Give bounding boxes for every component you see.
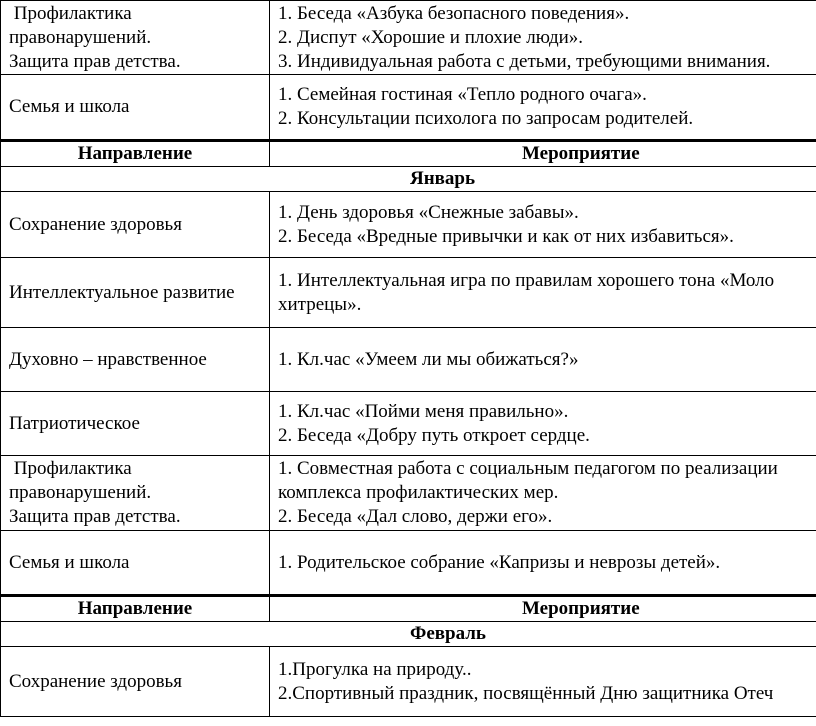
event-cell	[270, 1, 816, 75]
direction-text: Интеллектуальное развитие	[9, 281, 235, 303]
event-text: 1. Родительское собрание «Капризы и неврозы детей».	[278, 551, 721, 573]
table-row	[1, 328, 816, 392]
event-cell	[270, 456, 816, 531]
event-text: 1. Беседа «Азбука безопасного поведения».	[278, 2, 630, 24]
direction-text: Защита прав детства.	[9, 50, 181, 72]
month-row	[1, 167, 816, 192]
month-row	[1, 622, 816, 647]
event-text: 1. Совместная работа с социальным педагогом по реализации	[278, 458, 778, 479]
event-text: 2. Беседа «Добру путь откроет сердце.	[278, 424, 590, 446]
column-header-direction: Направление	[1, 596, 270, 622]
event-cell	[270, 75, 816, 141]
direction-cell	[1, 531, 270, 596]
table-row	[1, 75, 816, 141]
column-header-event: Мероприятие	[270, 141, 816, 167]
direction-text: Защита прав детства.	[9, 506, 181, 527]
direction-cell	[1, 1, 270, 75]
event-text: 1. Кл.час «Умеем ли мы обижаться?»	[278, 348, 579, 370]
table-header-row	[1, 596, 816, 622]
event-text: 1.Прогулка на природу..	[278, 658, 472, 680]
table-row	[1, 392, 816, 456]
event-text: 1. День здоровья «Снежные забавы».	[278, 201, 579, 223]
column-header-event: Мероприятие	[270, 596, 816, 622]
event-text: 2. Беседа «Вредные привычки и как от них избавиться».	[278, 225, 734, 247]
direction-text: правонарушений.	[9, 482, 152, 503]
column-header-direction: Направление	[1, 141, 270, 167]
direction-cell	[1, 647, 270, 717]
month-title: Январь	[1, 167, 816, 192]
event-text: 1. Кл.час «Пойми меня правильно».	[278, 400, 569, 422]
event-text: хитрецы».	[278, 293, 362, 315]
direction-text: Профилактика	[9, 458, 132, 479]
event-text: 2. Беседа «Дал слово, держи его».	[278, 506, 553, 527]
direction-cell	[1, 75, 270, 141]
event-text: 2. Диспут «Хорошие и плохие люди».	[278, 26, 584, 48]
direction-text: правонарушений.	[9, 26, 152, 48]
direction-text: Семья и школа	[9, 551, 130, 573]
event-cell	[270, 258, 816, 328]
event-text: 1. Семейная гостиная «Тепло родного очага».	[278, 84, 647, 105]
direction-text: Профилактика	[9, 2, 132, 24]
direction-cell	[1, 392, 270, 456]
direction-text: Патриотическое	[9, 412, 140, 434]
event-text: 2.Спортивный праздник, посвящённый Дню защитника Отеч	[278, 682, 774, 704]
event-cell	[270, 392, 816, 456]
table-row	[1, 456, 816, 531]
direction-cell	[1, 258, 270, 328]
table-row	[1, 258, 816, 328]
month-title: Февраль	[1, 622, 816, 647]
event-cell	[270, 647, 816, 717]
event-cell	[270, 531, 816, 596]
event-text: 3. Индивидуальная работа с детьми, требующими внимания.	[278, 50, 771, 72]
table-header-row	[1, 141, 816, 167]
event-text: 2. Консультации психолога по запросам родителей.	[278, 108, 694, 129]
event-cell	[270, 192, 816, 258]
event-cell	[270, 328, 816, 392]
table-row	[1, 192, 816, 258]
table-row	[1, 647, 816, 717]
event-text: 1. Интеллектуальная игра по правилам хорошего тона «Моло	[278, 269, 775, 291]
direction-cell	[1, 328, 270, 392]
table-row	[1, 1, 816, 75]
direction-text: Семья и школа	[9, 96, 130, 117]
direction-cell	[1, 192, 270, 258]
event-text: комплекса профилактических мер.	[278, 482, 559, 503]
direction-text: Духовно – нравственное	[9, 348, 207, 370]
direction-text: Сохранение здоровья	[9, 213, 182, 235]
direction-text: Сохранение здоровья	[9, 670, 182, 692]
table-row	[1, 531, 816, 596]
direction-cell	[1, 456, 270, 531]
